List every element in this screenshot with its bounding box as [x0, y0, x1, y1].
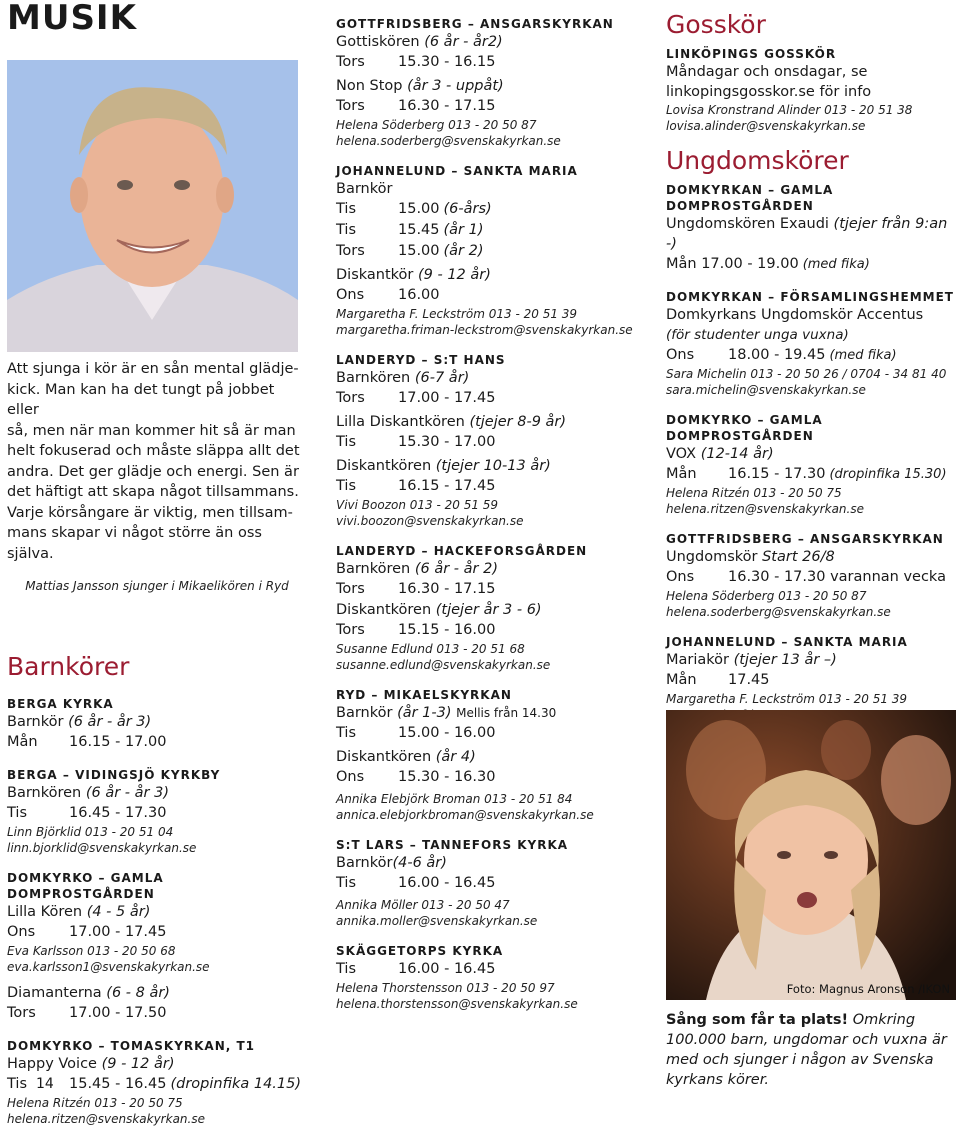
choir-illustration: [666, 710, 956, 1000]
schedule-row: Ons 15.30 - 16.30: [336, 769, 496, 785]
group-berga-kyrka: [7, 696, 307, 753]
contact-email[interactable]: helena.soderberg@svenskakyrkan.se: [336, 134, 561, 148]
schedule-row: Tors 15.15 - 16.00: [336, 622, 496, 638]
contact-email[interactable]: eva.karlsson1@svenskakyrkan.se: [7, 960, 210, 974]
choir-name: Non Stop (år 3 - uppåt): [336, 78, 504, 94]
location-heading: DOMKYRKO – TOMASKYRKAN, T1: [7, 1039, 256, 1053]
choir-photo: [666, 710, 956, 1000]
choir-name: Barnkör: [336, 181, 393, 197]
contact-name: Helena Ritzén 013 - 20 50 75: [7, 1096, 183, 1110]
group-berga-vidingsjo: [7, 767, 307, 856]
section-title-gosskor: Gosskör: [666, 10, 766, 39]
location-heading: LANDERYD – S:T HANS: [336, 353, 506, 367]
location-heading: BERGA KYRKA: [7, 697, 114, 711]
photo-caption: Mattias Jansson sjunger i Mikaelikören i Ryd: [25, 579, 289, 593]
schedule-row: Ons 16.00: [336, 287, 440, 303]
choir-name: Lilla Diskantkören (tjejer 8-9 år): [336, 414, 567, 430]
schedule-row: Tors 16.30 - 17.15: [336, 98, 496, 114]
column-middle: [336, 2, 636, 1012]
location-heading: GOTTFRIDSBERG – ANSGARSKYRKAN: [336, 17, 614, 31]
contact-email[interactable]: helena.ritzen@svenskakyrkan.se: [7, 1112, 205, 1126]
schedule-row: Tis 15.00 - 16.00: [336, 725, 496, 741]
location-heading: LINKÖPINGS GOSSKÖR: [666, 47, 837, 61]
quote-line: helt fokuserad och måste släppa allt det: [7, 443, 300, 459]
caption-text: Omkring 100.000 barn, ungdomar och vuxna är med och sjunger i någon av Svenska kyrkans körer.: [666, 1012, 947, 1088]
contact-email[interactable]: helena.ritzen@svenskakyrkan.se: [666, 502, 864, 516]
group-landeryd-sthans: [336, 352, 636, 529]
choir-name: Mariakör (tjejer 13 år –): [666, 652, 837, 668]
schedule-row: Tis 16.00 - 16.45: [336, 961, 496, 977]
quote-block: [7, 359, 307, 564]
schedule-row: Tis 16.45 - 17.30: [7, 805, 167, 821]
quote-line: kick. Man kan ha det tungt på jobbet eller: [7, 381, 275, 418]
contact-name: Eva Karlsson 013 - 20 50 68: [7, 944, 176, 958]
contact-name: Helena Söderberg 013 - 20 50 87: [336, 118, 537, 132]
schedule-row: Ons 18.00 - 19.45 (med fika): [666, 347, 897, 363]
contact-email[interactable]: lovisa.alinder@svenskakyrkan.se: [666, 119, 866, 133]
contact-name: Margaretha F. Leckström 013 - 20 51 39: [666, 692, 908, 706]
contact-name: Vivi Boozon 013 - 20 51 59: [336, 498, 499, 512]
section-title-barnkorer: Barnkörer: [7, 652, 130, 681]
contact-name: Margaretha F. Leckström 013 - 20 51 39: [336, 307, 578, 321]
location-heading: SKÄGGETORPS KYRKA: [336, 944, 504, 958]
location-heading: DOMKYRKAN – GAMLA DOMPROSTGÅRDEN: [666, 183, 834, 213]
group-accentus: [666, 289, 960, 398]
choir-name: Diskantkören (år 4): [336, 749, 476, 765]
schedule-row: Tis 16.00 - 16.45: [336, 875, 496, 891]
choir-name: Lilla Kören (4 - 5 år): [7, 904, 151, 920]
quote-line: Varje körsångare är viktig, men tillsam-: [7, 504, 293, 521]
schedule-row: Mån 16.15 - 17.30 (dropinfika 15.30): [666, 466, 947, 482]
schedule-row: Mån 16.15 - 17.00: [7, 734, 167, 750]
contact-email[interactable]: annika.moller@svenskakyrkan.se: [336, 914, 538, 928]
location-heading: JOHANNELUND – SANKTA MARIA: [336, 164, 578, 178]
page-title: MUSIK: [7, 0, 137, 38]
schedule-row: Tors 15.30 - 16.15: [336, 54, 496, 70]
schedule-row: Tis 16.15 - 17.45: [336, 478, 496, 494]
group-landeryd-hackefors: [336, 543, 636, 673]
schedule-row: Mån 17.00 - 19.00 (med fika): [666, 256, 870, 272]
schedule-row: Tis 15.45 - 16.45 (dropinfika 14.15): [7, 1076, 302, 1092]
contact-name: Helena Ritzén 013 - 20 50 75: [666, 486, 842, 500]
contact-name: Linn Björklid 013 - 20 51 04: [7, 825, 174, 839]
choir-subline: (för studenter unga vuxna): [666, 327, 849, 343]
contact-name: Annika Elebjörk Broman 013 - 20 51 84: [336, 792, 573, 806]
location-heading: DOMKYRKO – GAMLA DOMPROSTGÅRDEN: [7, 871, 164, 901]
photo-credit: Foto: Magnus Aronson /IKON: [786, 982, 950, 996]
choir-name: Barnkör(4-6 år): [336, 855, 447, 871]
choir-name: Barnkören (6-7 år): [336, 370, 470, 386]
contact-email[interactable]: helena.soderberg@svenskakyrkan.se: [666, 605, 891, 619]
contact-name: Helena Söderberg 013 - 20 50 87: [666, 589, 867, 603]
location-heading: LANDERYD – HACKEFORSGÅRDEN: [336, 544, 588, 558]
group-johannelund: [336, 163, 636, 338]
choir-name: Diskantkören (tjejer år 3 - 6): [336, 602, 542, 618]
contact-name: Annika Möller 013 - 20 50 47: [336, 898, 510, 912]
contact-email[interactable]: vivi.boozon@svenskakyrkan.se: [336, 514, 524, 528]
choir-name: Barnkör (6 år - år 3): [7, 714, 152, 730]
quote-line: andra. Det ger glädje och energi. Sen är: [7, 463, 299, 480]
group-skaggetorp: [336, 943, 636, 1012]
location-heading: DOMKYRKAN – FÖRSAMLINGSHEMMET: [666, 290, 954, 304]
contact-email[interactable]: sara.michelin@svenskakyrkan.se: [666, 383, 866, 397]
choir-name: Barnkören (6 år - år 3): [7, 785, 169, 801]
contact-email[interactable]: linn.bjorklid@svenskakyrkan.se: [7, 841, 197, 855]
schedule-row: Tors 17.00 - 17.50: [7, 1005, 167, 1021]
section-title-ungdomskorer: Ungdomskörer: [666, 146, 849, 175]
schedule-row: Ons 16.30 - 17.30 varannan vecka: [666, 569, 946, 585]
location-heading: GOTTFRIDSBERG – ANSGARSKYRKAN: [666, 532, 944, 546]
group-gottfridsberg: [336, 16, 636, 149]
choir-name: VOX (12-14 år): [666, 446, 774, 462]
schedule-row: Mån 17.45: [666, 672, 770, 688]
contact-email[interactable]: margaretha.friman-leckstrom@svenskakyrkan.se: [336, 323, 633, 337]
location-heading: RYD – MIKAELSKYRKAN: [336, 688, 512, 702]
group-gosskor: [666, 46, 960, 134]
choir-name: Gottiskören (6 år - år2): [336, 34, 503, 50]
contact-email[interactable]: susanne.edlund@svenskakyrkan.se: [336, 658, 551, 672]
photo-caption: [666, 1010, 960, 1090]
contact-email[interactable]: helena.thorstensson@svenskakyrkan.se: [336, 997, 578, 1011]
contact-name: Sara Michelin 013 - 20 50 26 / 0704 - 34 81 40: [666, 367, 947, 381]
quote-line: det häftigt att skapa något tillsammans.: [7, 484, 299, 500]
choir-name: Diskantkören (tjejer 10-13 år): [336, 458, 551, 474]
schedule-row: Tis 15.45 (år 1): [336, 222, 484, 238]
column-left: [7, 0, 307, 1127]
quote-line: Att sjunga i kör är en sån mental glädje-: [7, 361, 299, 377]
choir-name: Happy Voice (9 - 12 år): [7, 1056, 175, 1072]
contact-name: Lovisa Kronstrand Alinder 013 - 20 51 38: [666, 103, 913, 117]
info-line: Måndagar och onsdagar, se: [666, 64, 868, 80]
location-heading: S:T LARS – TANNEFORS KYRKA: [336, 838, 569, 852]
choir-name: Ungdomskör Start 26/8: [666, 549, 835, 565]
portrait-illustration: [7, 60, 298, 352]
location-heading: JOHANNELUND – SANKTA MARIA: [666, 635, 908, 649]
group-domkyrko-gamla: [7, 870, 307, 1024]
column-right: [666, 10, 960, 1088]
schedule-row: Tors 16.30 - 17.15: [336, 581, 496, 597]
choir-name: Domkyrkans Ungdomskör Accentus: [666, 307, 924, 323]
page-number: 14: [36, 1076, 54, 1092]
group-gottfridsberg-ungdom: [666, 531, 960, 620]
contact-name: Susanne Edlund 013 - 20 51 68: [336, 642, 525, 656]
group-vox: [666, 412, 960, 517]
choir-name: Barnkören (6 år - år 2): [336, 561, 498, 577]
schedule-row: Tis 15.30 - 17.00: [336, 434, 496, 450]
contact-email[interactable]: annica.elebjorkbroman@svenskakyrkan.se: [336, 808, 594, 822]
quote-line: så, men när man kommer hit så är man: [7, 422, 296, 439]
schedule-row: Tis 15.00 (6-års): [336, 201, 492, 217]
group-stlars: [336, 837, 636, 929]
schedule-row: Tors 15.00 (år 2): [336, 243, 484, 259]
choir-name: Diskantkör (9 - 12 år): [336, 267, 491, 283]
group-exaudi: [666, 182, 960, 275]
portrait-photo: [7, 60, 298, 352]
location-heading: BERGA – VIDINGSJÖ KYRKBY: [7, 768, 221, 782]
group-ryd: [336, 687, 636, 823]
choir-name: Diamanterna (6 - 8 år): [7, 985, 170, 1001]
schedule-row: Tors 17.00 - 17.45: [336, 390, 496, 406]
contact-name: Helena Thorstensson 013 - 20 50 97: [336, 981, 555, 995]
schedule-row: Ons 17.00 - 17.45: [7, 924, 167, 940]
choir-name: Ungdomskören Exaudi (tjejer från 9:an -): [666, 216, 948, 252]
location-heading: DOMKYRKO – GAMLA DOMPROSTGÅRDEN: [666, 413, 823, 443]
quote-line: mans skapar vi något större än oss själva.: [7, 525, 262, 562]
caption-lead: Sång som får ta plats!: [666, 1012, 849, 1028]
choir-name: Barnkör (år 1-3) Mellis från 14.30: [336, 705, 557, 721]
info-line: linkopingsgosskor.se för info: [666, 84, 872, 100]
